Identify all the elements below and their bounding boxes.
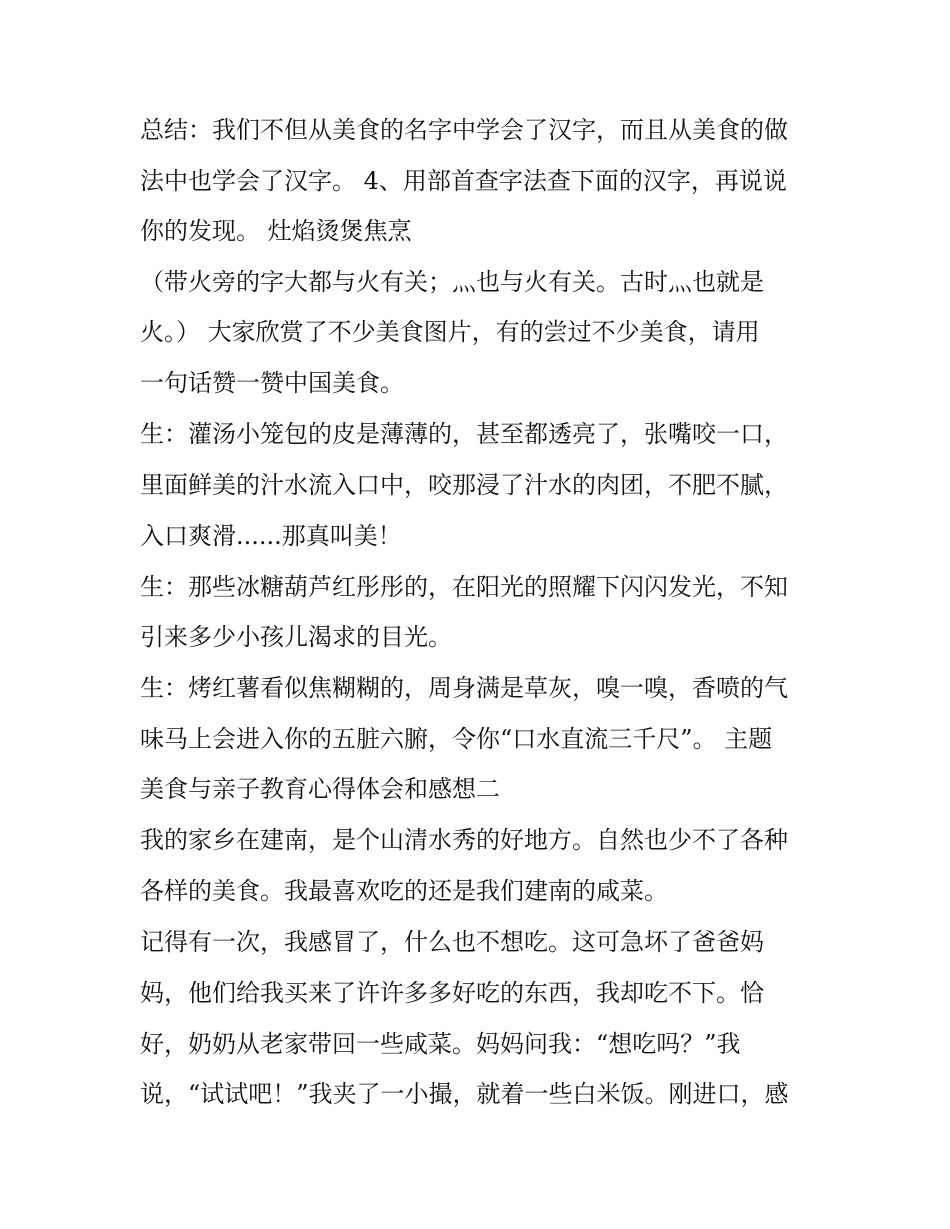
text-line-8: 里面鲜美的汁水流入口中，咬那浸了汁水的肉团，不肥不腻， [140, 471, 788, 499]
text-line-5: 火。） 大家欣赏了不少美食图片，有的尝过不少美食，请用 [140, 318, 760, 346]
text-line-19: 好，奶奶从老家带回一些咸菜。妈妈问我：“想吃吗？”我 [140, 1030, 741, 1058]
text-line-14: 美食与亲子教育心得体会和感想二 [140, 775, 500, 803]
text-line-6: 一句话赞一赞中国美食。 [140, 369, 404, 397]
text-line-12: 生：烤红薯看似焦糊糊的，周身满是草灰，嗅一嗅，香喷的气 [140, 674, 788, 702]
text-line-13: 味马上会进入你的五脏六腑，令你“口水直流三千尺”。 主题 [140, 725, 773, 753]
text-line-3: 你的发现。 灶焰烫煲焦烹 [140, 217, 412, 245]
text-line-2: 法中也学会了汉字。 4、用部首查字法查下面的汉字，再说说 [140, 167, 787, 195]
text-line-10: 生：那些冰糖葫芦红彤彤的，在阳光的照耀下闪闪发光，不知 [140, 573, 788, 601]
text-line-4: （带火旁的字大都与火有关；灬也与火有关。古时灬也就是 [140, 268, 764, 296]
text-line-17: 记得有一次，我感冒了，什么也不想吃。这可急坏了爸爸妈 [140, 928, 764, 956]
text-line-9: 入口爽滑......那真叫美！ [140, 522, 402, 550]
text-line-11: 引来多少小孩儿渴求的目光。 [140, 623, 452, 651]
text-line-15: 我的家乡在建南，是个山清水秀的好地方。自然也少不了各种 [140, 826, 788, 854]
text-line-1: 总结：我们不但从美食的名字中学会了汉字，而且从美食的做 [140, 116, 788, 144]
text-line-18: 妈，他们给我买来了许许多多好吃的东西，我却吃不下。恰 [140, 979, 764, 1007]
text-line-7: 生：灌汤小笼包的皮是薄薄的，甚至都透亮了，张嘴咬一口， [140, 420, 788, 448]
text-line-16: 各样的美食。我最喜欢吃的还是我们建南的咸菜。 [140, 877, 668, 905]
text-line-20: 说，“试试吧！”我夹了一小撮，就着一些白米饭。刚进口，感 [140, 1080, 789, 1108]
